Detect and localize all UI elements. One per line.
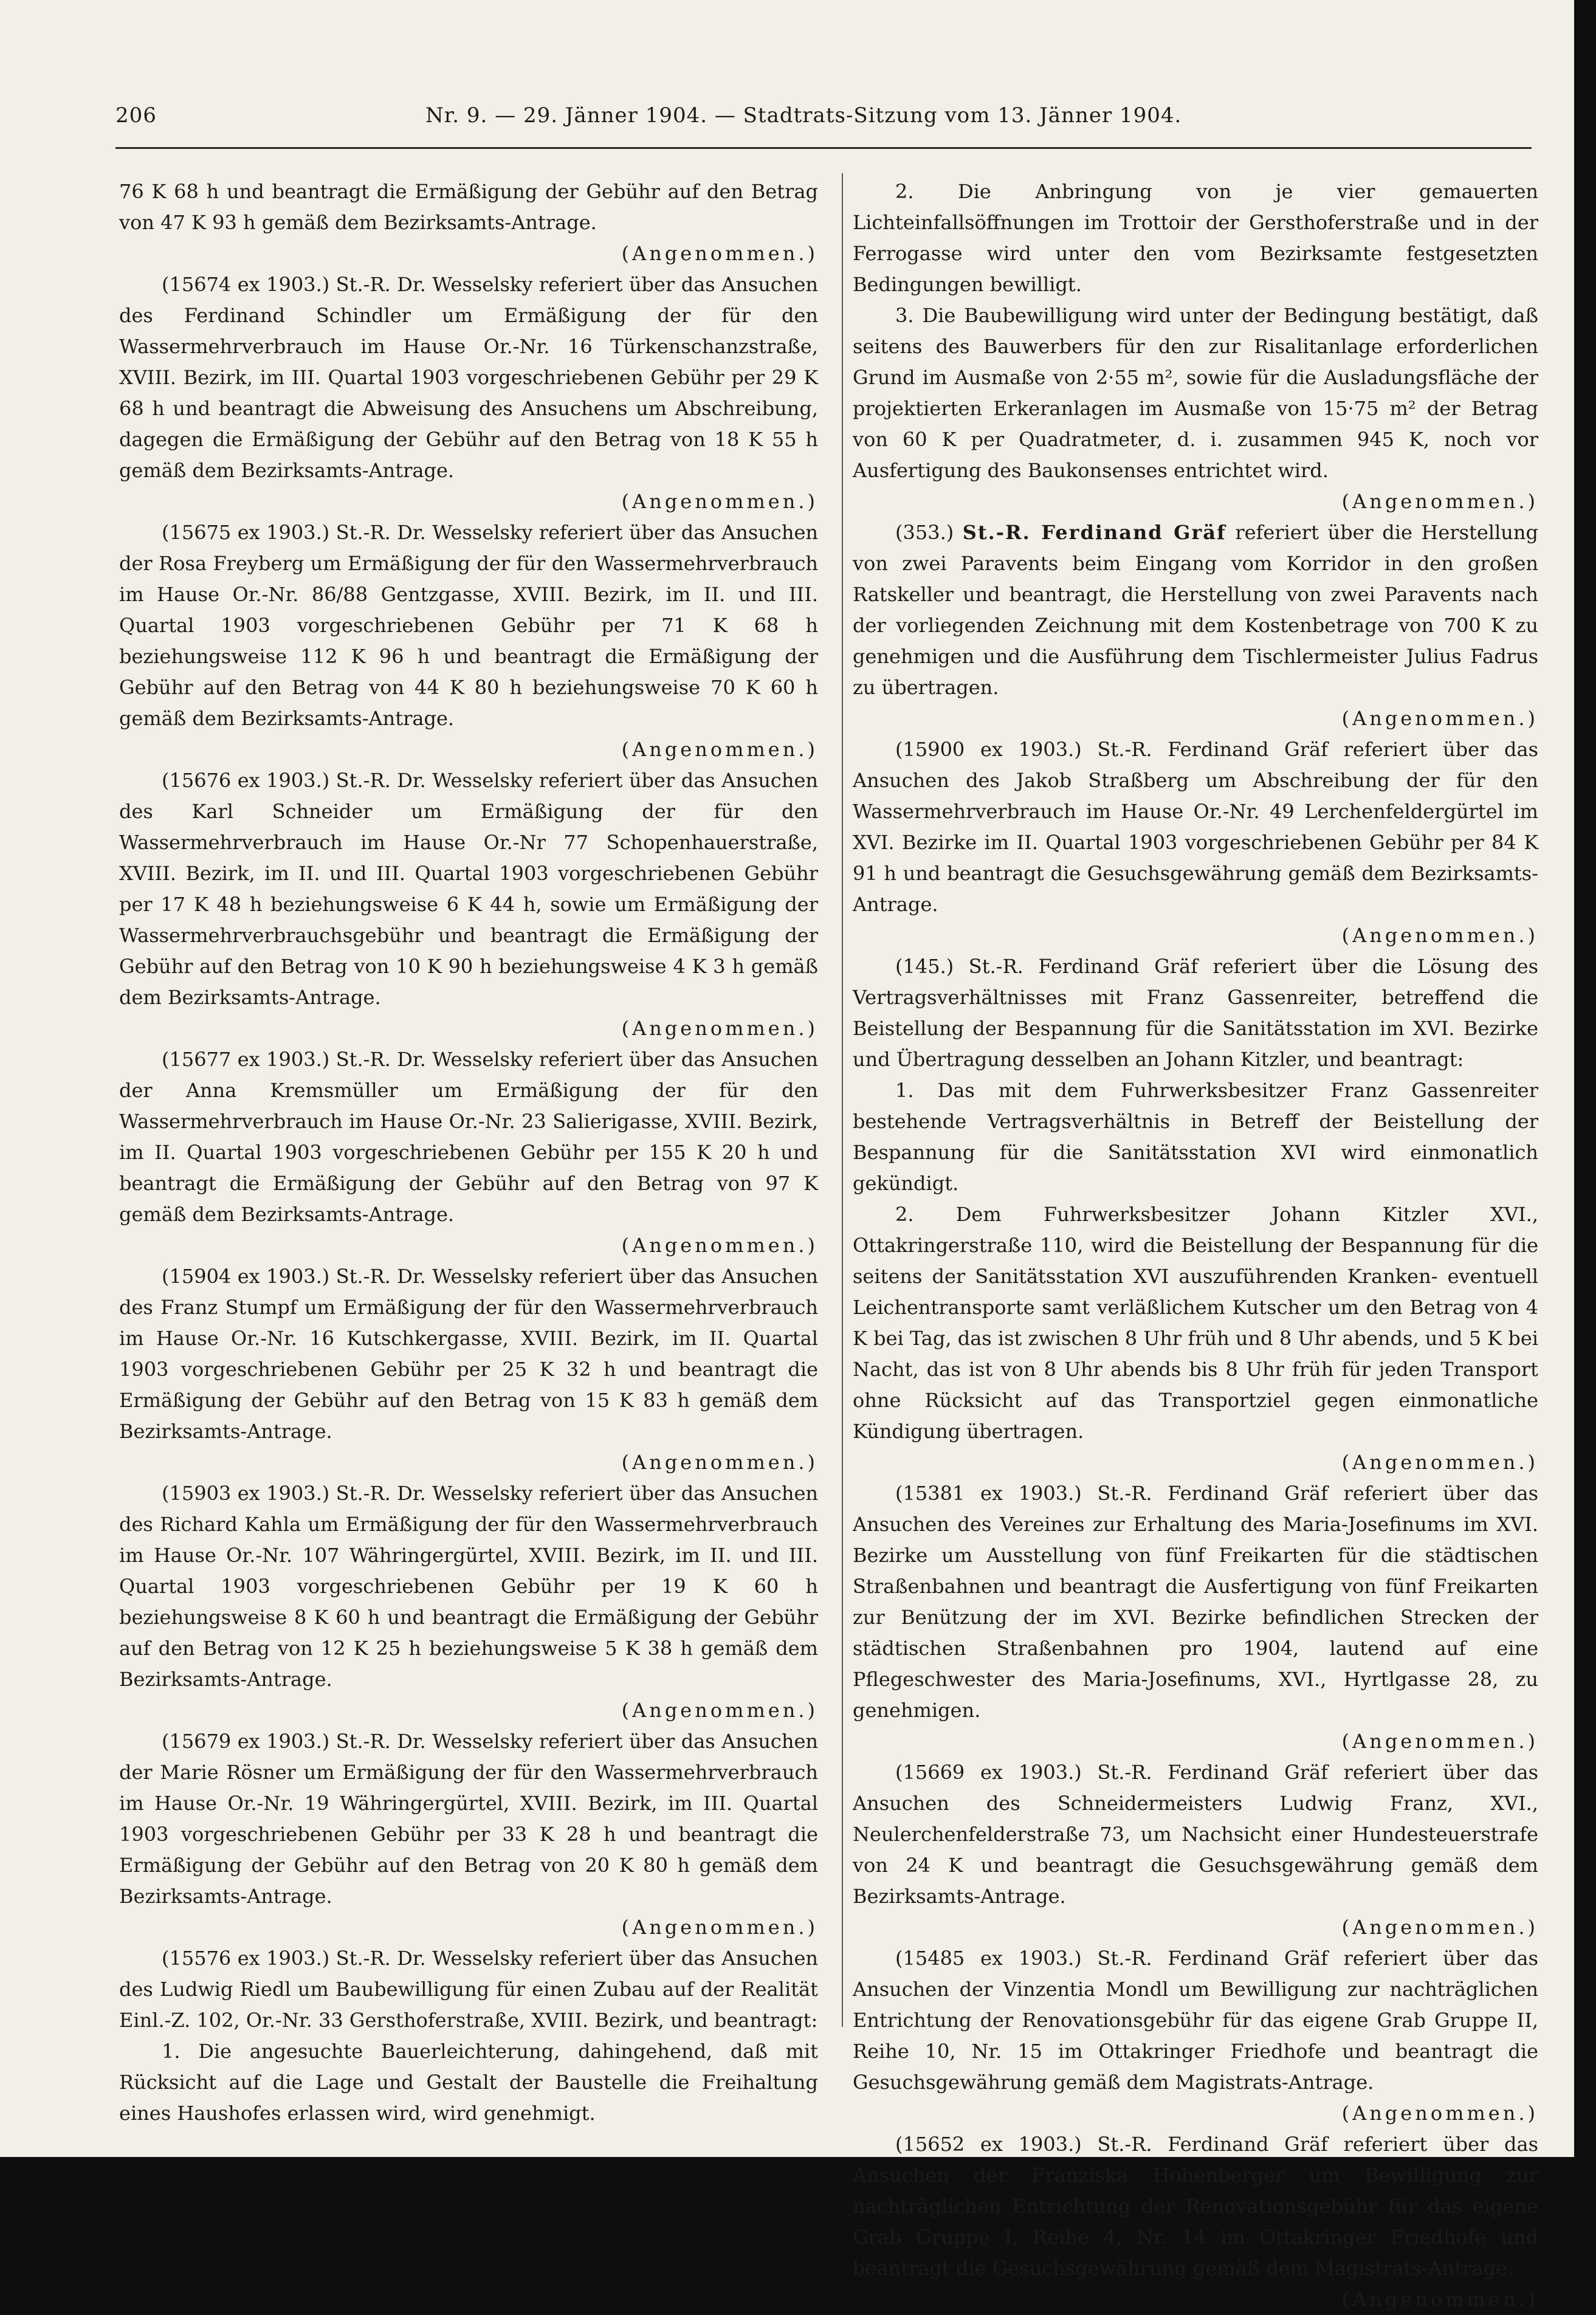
resolution-label: (Angenommen.) (621, 1234, 818, 1257)
running-head: Nr. 9. — 29. Jänner 1904. — Stadtrats-Sitzung vom 13. Jänner 1904. (425, 103, 1182, 128)
paragraph: 1. Das mit dem Fuhrwerksbesitzer Franz Gassenreiter bestehende Vertragsverhältnis in Betreff der Beistellung der Bespannung für die Sanitätsstation XVI wird einmonatlich gekündigt. (853, 1079, 1538, 1195)
paragraph: 2. Dem Fuhrwerksbesitzer Johann Kitzler XVI., Ottakringerstraße 110, wird die Beistellung der Bespannung für die seitens der Sanitätsstation XVI auszuführenden Kranken- eventuell Leichentransporte samt verläßlichem Kutscher um den Betrag von 4 K bei Tag, das ist zwischen 8 Uhr früh und 8 Uhr abends, und 5 K bei Nacht, das ist von 8 Uhr abends bis 8 Uhr früh für jeden Transport ohne Rücksicht auf das Transportziel gegen einmonatliche Kündigung übertragen. (853, 1203, 1538, 1443)
resolution-label: (Angenommen.) (621, 738, 818, 761)
paragraph: (15903 ex 1903.) St.-R. Dr. Wesselsky referiert über das Ansuchen des Richard Kahla um Ermäßigung der für den Wassermehrverbrauch im Hause Or.-Nr. 107 Währingergürtel, XVIII. Bezirk, im II. und III. Quartal 1903 vorgeschriebenen Gebühr per 19 K 60 h beziehungsweise 8 K 60 h und beantragt die Ermäßigung der Gebühr auf den Betrag von 12 K 25 h beziehungsweise 5 K 38 h gemäß dem Bezirksamts-Antrage. (119, 1482, 818, 1691)
paragraph: (15576 ex 1903.) St.-R. Dr. Wesselsky referiert über das Ansuchen des Ludwig Riedl um Baubewilligung für einen Zubau auf der Realität Einl.-Z. 102, Or.-Nr. 33 Gersthoferstraße, XVIII. Bezirk, und beantragt: (119, 1947, 818, 2032)
item-number: (353.) (895, 521, 954, 544)
paragraph: 3. Die Baubewilligung wird unter der Bedingung bestätigt, daß seitens des Bauwerbers für den zur Risalitanlage erforderlichen Grund im Ausmaße von 2·55 m², sowie für die Ausladungsfläche der projektierten Erkeranlagen im Ausmaße von 15·75 m² der Betrag von 60 K per Quadratmeter, d. i. zusammen 945 K, noch vor Ausfertigung des Baukonsenses entrichtet wird. (853, 304, 1538, 482)
resolution-label: (Angenommen.) (1341, 490, 1538, 513)
column-divider (842, 173, 843, 2027)
resolution-label: (Angenommen.) (621, 242, 818, 265)
paragraph: 2. Die Anbringung von je vier gemauerten Lichteinfallsöffnungen im Trottoir der Gersthoferstraße und in der Ferrogasse wird unter den vom Bezirksamte festgesetzten Bedingungen bewilligt. (853, 180, 1538, 296)
paragraph: (15676 ex 1903.) St.-R. Dr. Wesselsky referiert über das Ansuchen des Karl Schneider um Ermäßigung der für den Wassermehrverbrauch im Hause Or.-Nr 77 Schopenhauerstraße, XVIII. Bezirk, im II. und III. Quartal 1903 vorgeschriebenen Gebühr per 17 K 48 h beziehungsweise 6 K 44 h, sowie um Ermäßigung der Wassermehrverbrauchsgebühr und beantragt die Ermäßigung der Gebühr auf den Betrag von 10 K 90 h beziehungsweise 4 K 3 h gemäß dem Bezirksamts-Antrage. (119, 769, 818, 1009)
paragraph: 76 K 68 h und beantragt die Ermäßigung der Gebühr auf den Betrag von 47 K 93 h gemäß dem Bezirksamts-Antrage. (119, 180, 818, 234)
paragraph: (15900 ex 1903.) St.-R. Ferdinand Gräf referiert über das Ansuchen des Jakob Straßberg um Abschreibung der für den Wassermehrverbrauch im Hause Or.-Nr. 49 Lerchenfeldergürtel im XVI. Bezirke im II. Quartal 1903 vorgeschriebenen Gebühr per 84 K 91 h und beantragt die Gesuchsgewährung gemäß dem Bezirksamts-Antrage. (853, 738, 1538, 916)
right-column (853, 176, 1538, 2315)
page-header (115, 103, 1562, 140)
paragraph-text: referiert über die Herstellung von zwei Paravents beim Eingang vom Korridor in den großen Ratskeller und beantragt, die Herstellung von zwei Paravents nach der vorliegenden Zeichnung mit dem Kostenbetrage von 700 K zu genehmigen und die Ausführung dem Tischlermeister Julius Fadrus zu übertragen. (853, 521, 1539, 699)
paragraph: (15904 ex 1903.) St.-R. Dr. Wesselsky referiert über das Ansuchen des Franz Stumpf um Ermäßigung der für den Wassermehrverbrauch im Hause Or.-Nr. 16 Kutschkergasse, XVIII. Bezirk, im II. Quartal 1903 vorgeschriebenen Gebühr per 25 K 32 h und beantragt die Ermäßigung der Gebühr auf den Betrag von 15 K 83 h gemäß dem Bezirksamts-Antrage. (119, 1265, 818, 1443)
paragraph: (15652 ex 1903.) St.-R. Ferdinand Gräf referiert über das Ansuchen der Franziska Hohenberger um Bewilligung zur nachträglichen Entrichtung der Renovationsgebühr für das eigene Grab Gruppe I, Reihe 4, Nr. 14 im Ottakringer Friedhofe und beantragt die Gesuchsgewährung gemäß dem Magistrats-Antrage. (853, 2133, 1538, 2280)
resolution-label: (Angenommen.) (1341, 2102, 1538, 2125)
header-rule (115, 147, 1532, 149)
resolution-label: (Angenommen.) (1341, 707, 1538, 730)
resolution-label: (Angenommen.) (621, 490, 818, 513)
paragraph: (15677 ex 1903.) St.-R. Dr. Wesselsky referiert über das Ansuchen der Anna Kremsmüller um Ermäßigung der für den Wassermehrverbrauch im Hause Or.-Nr. 23 Salierigasse, XVIII. Bezirk, im II. Quartal 1903 vorgeschriebenen Gebühr per 155 K 20 h und beantragt die Ermäßigung der Gebühr auf den Betrag von 97 K gemäß dem Bezirksamts-Antrage. (119, 1048, 818, 1226)
paragraph: 1. Die angesuchte Bauerleichterung, dahingehend, daß mit Rücksicht auf die Lage und Gestalt der Baustelle die Freihaltung eines Haushofes erlassen wird, wird genehmigt. (119, 2040, 818, 2125)
resolution-label: (Angenommen.) (1341, 2288, 1538, 2311)
resolution-label: (Angenommen.) (1341, 1451, 1538, 1474)
paragraph: (15675 ex 1903.) St.-R. Dr. Wesselsky referiert über das Ansuchen der Rosa Freyberg um Ermäßigung der für den Wassermehrverbrauch im Hause Or.-Nr. 86/88 Gentzgasse, XVIII. Bezirk, im II. und III. Quartal 1903 vorgeschriebenen Gebühr per 71 K 68 h beziehungsweise 112 K 96 h und beantragt die Ermäßigung der Gebühr auf den Betrag von 44 K 80 h beziehungsweise 70 K 60 h gemäß dem Bezirksamts-Antrage. (119, 521, 818, 730)
resolution-label: (Angenommen.) (621, 1699, 818, 1722)
page-number: 206 (115, 103, 157, 128)
paragraph: (15669 ex 1903.) St.-R. Ferdinand Gräf referiert über das Ansuchen des Schneidermeisters Ludwig Franz, XVI., Neulerchenfelderstraße 73, um Nachsicht einer Hundesteuerstrafe von 24 K und beantragt die Gesuchsgewährung gemäß dem Bezirksamts-Antrage. (853, 1761, 1538, 1908)
resolution-label: (Angenommen.) (621, 1017, 818, 1040)
paragraph-353 (853, 517, 1538, 703)
paragraph: (15679 ex 1903.) St.-R. Dr. Wesselsky referiert über das Ansuchen der Marie Rösner um Ermäßigung der für den Wassermehrverbrauch im Hause Or.-Nr. 19 Währingergürtel, XVIII. Bezirk, im III. Quartal 1903 vorgeschriebenen Gebühr per 33 K 28 h und beantragt die Ermäßigung der Gebühr auf den Betrag von 20 K 80 h gemäß dem Bezirksamts-Antrage. (119, 1730, 818, 1908)
paragraph: (15485 ex 1903.) St.-R. Ferdinand Gräf referiert über das Ansuchen der Vinzentia Mondl um Bewilligung zur nachträglichen Entrichtung der Renovationsgebühr für das eigene Grab Gruppe II, Reihe 10, Nr. 15 im Ottakringer Friedhofe und beantragt die Gesuchsgewährung gemäß dem Magistrats-Antrage. (853, 1947, 1538, 2094)
left-column (119, 176, 818, 2129)
resolution-label: (Angenommen.) (621, 1451, 818, 1474)
paragraph: (145.) St.-R. Ferdinand Gräf referiert über die Lösung des Vertragsverhältnisses mit Franz Gassenreiter, betreffend die Beistellung der Bespannung für die Sanitätsstation im XVI. Bezirke und Übertragung desselben an Johann Kitzler, und beantragt: (853, 955, 1538, 1071)
resolution-label: (Angenommen.) (1341, 924, 1538, 947)
resolution-label: (Angenommen.) (1341, 1916, 1538, 1939)
speaker-name: St.-R. Ferdinand Gräf (962, 521, 1226, 544)
paragraph: (15674 ex 1903.) St.-R. Dr. Wesselsky referiert über das Ansuchen des Ferdinand Schindler um Ermäßigung der für den Wassermehrverbrauch im Hause Or.-Nr. 16 Türkenschanzstraße, XVIII. Bezirk, im III. Quartal 1903 vorgeschriebenen Gebühr per 29 K 68 h und beantragt die Abweisung des Ansuchens um Abschreibung, dagegen die Ermäßigung der Gebühr auf den Betrag von 18 K 55 h gemäß dem Bezirksamts-Antrage. (119, 273, 818, 482)
resolution-label: (Angenommen.) (621, 1916, 818, 1939)
resolution-label: (Angenommen.) (1341, 1730, 1538, 1753)
paragraph: (15381 ex 1903.) St.-R. Ferdinand Gräf referiert über das Ansuchen des Vereines zur Erhaltung des Maria-Josefinums im XVI. Bezirke um Ausstellung von fünf Freikarten für die städtischen Straßenbahnen und beantragt die Ausfertigung von fünf Freikarten zur Benützung der im XVI. Bezirke befindlichen Strecken der städtischen Straßenbahnen pro 1904, lautend auf eine Pflegeschwester des Maria-Josefinums, XVI., Hyrtlgasse 28, zu genehmigen. (853, 1482, 1538, 1722)
